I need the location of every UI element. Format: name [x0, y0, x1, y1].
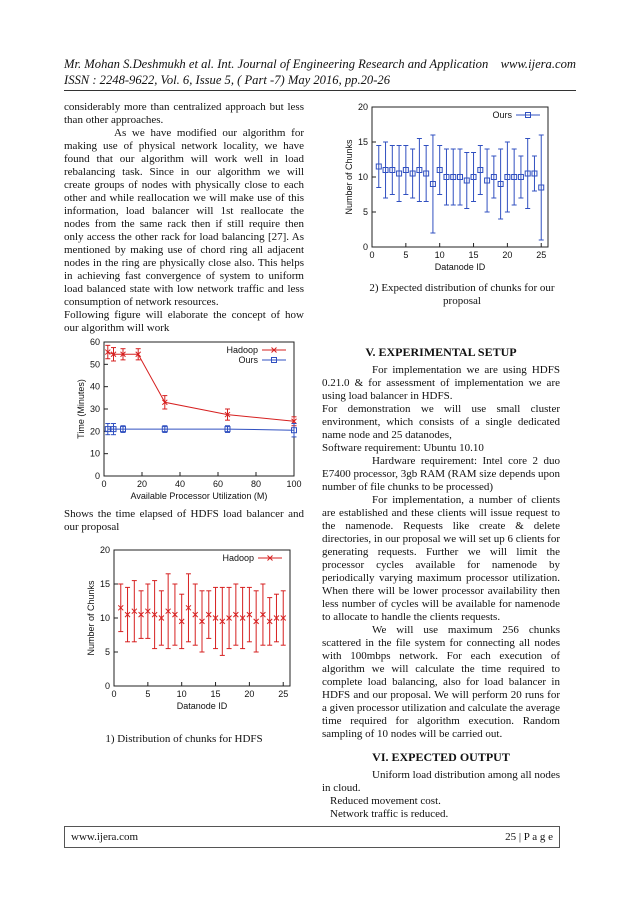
x-tick-label: 15 [468, 250, 479, 260]
error-bar [505, 142, 510, 212]
error-bar [451, 149, 456, 205]
x-tick-label: 0 [101, 479, 107, 489]
error-bar [525, 139, 530, 209]
paragraph: Software requirement: Ubuntu 10.10 [322, 442, 484, 454]
error-bar [539, 135, 544, 240]
x-tick-label: 25 [278, 689, 289, 699]
y-tick-label: 40 [89, 381, 100, 392]
list-item: Reduced movement cost. [330, 795, 441, 807]
legend-label: Ours [238, 355, 258, 365]
journal-website[interactable]: www.ijera.com [500, 57, 576, 71]
figure-caption-1: 1) Distribution of chunks for HDFS [105, 733, 263, 745]
hadoop-distribution-chart [78, 542, 298, 722]
y-tick-label: 0 [362, 242, 368, 252]
error-bar [424, 146, 429, 202]
x-axis-label: Available Processor Utilization (M) [130, 491, 268, 501]
figure-caption-2: 2) Expected distribution of chunks for our proposal [369, 282, 555, 307]
paragraph: As we have modified our algorithm for making use of physical network locality, we have found that our algorithm will work well in load rebalancing task. Since in our algorithm we will create groups of nodes with physically close to each other and while reallocation we will make use of this information, load balancer will 1st reallocate the nodes from the same rack then if still require then only access the other rack for load balancing [27]. As mentioned by making use of chord ring all adjacent nodes in the ring are physically close also. This helps in achieving fast convergence of system to uniform load balanced state with low network traffic and less consumption of network resources. [64, 127, 304, 308]
issn-line: ISSN : 2248-9622, Vol. 6, Issue 5, ( Part -7) May 2016, pp.20-26 [64, 73, 390, 87]
y-tick-label: 30 [89, 404, 100, 414]
error-bar [410, 149, 415, 198]
series-line [108, 429, 294, 430]
y-tick-label: 10 [99, 613, 110, 623]
error-bar [444, 149, 449, 205]
error-bar [417, 139, 422, 202]
journal-citation: Mr. Mohan S.Deshmukh et al. Int. Journal of Engineering Research and Application [64, 57, 489, 71]
time-elapsed-chart [72, 334, 304, 506]
error-bar [376, 146, 381, 188]
y-tick-label: 50 [89, 359, 100, 370]
error-bar [498, 149, 503, 219]
error-bar [403, 146, 408, 195]
error-bar [430, 135, 435, 233]
y-tick-label: 0 [104, 681, 110, 691]
y-axis-label: Time (Minutes) [76, 379, 86, 439]
paragraph: For implementation we are using HDFS 0.21.0 & for assessment of implementation we are using load balancer in HDFS. [322, 364, 560, 402]
x-axis-label: Datanode ID [434, 262, 486, 272]
x-tick-label: 20 [244, 689, 255, 699]
right-column [322, 346, 560, 821]
y-axis-label: Number of Chunks [86, 580, 96, 656]
error-bar [383, 142, 388, 198]
x-axis-label: Datanode ID [176, 701, 228, 711]
page-footer [64, 826, 560, 848]
error-bar [437, 146, 442, 195]
error-bar [458, 149, 463, 205]
error-bar [464, 153, 469, 209]
x-tick-label: 80 [250, 479, 262, 489]
y-tick-label: 0 [94, 471, 100, 481]
paragraph: Shows the time elapsed of HDFS load balancer and our proposal [64, 508, 304, 533]
error-bar [512, 149, 517, 205]
page-number: 25 | P a g e [505, 831, 553, 843]
error-bar [397, 146, 402, 202]
y-axis-label: Number of Chunks [344, 139, 354, 215]
footer-website[interactable]: www.ijera.com [71, 831, 139, 843]
x-tick-label: 0 [369, 250, 375, 260]
section-heading: V. EXPERIMENTAL SETUP [365, 345, 517, 359]
paragraph: Uniform load distribution among all nodes in cloud. [322, 769, 560, 794]
left-column [64, 101, 304, 335]
y-tick-label: 5 [362, 207, 368, 217]
error-bar [491, 156, 496, 198]
error-bar [478, 146, 483, 195]
error-bar [518, 156, 523, 198]
error-bar [532, 156, 537, 191]
figure-description [64, 508, 304, 534]
x-tick-label: 20 [502, 250, 513, 260]
y-tick-label: 20 [357, 102, 368, 112]
x-tick-label: 15 [210, 689, 221, 699]
list-item: Network traffic is reduced. [330, 808, 449, 820]
paragraph: For implementation, a number of clients are established and these clients will issue request to the namenode. Requests like create & delete directories, in our proposal we will set up 6 clients for generating requests. Further we will limit the processor cycles available for namenode by periodically varying maximum processor utilization. When there will be lower processor availability then less number of cycles will be available for namenode to allocate to handle the clients requests. [322, 494, 560, 623]
series-line [108, 352, 294, 421]
x-tick-label: 60 [212, 479, 224, 489]
x-tick-label: 10 [176, 689, 187, 699]
legend-label: Ours [492, 110, 512, 120]
x-tick-label: 25 [536, 250, 547, 260]
y-tick-label: 15 [99, 579, 110, 589]
error-bar [471, 153, 476, 202]
y-tick-label: 5 [104, 647, 110, 657]
x-tick-label: 40 [174, 479, 186, 489]
x-tick-label: 100 [286, 479, 302, 489]
paragraph: Hardware requirement: Intel core 2 duo E7400 processor, 3gb RAM (RAM size depends upon number of file chunks to be processed) [322, 455, 560, 493]
x-tick-label: 20 [136, 479, 148, 489]
page-header [64, 56, 576, 88]
x-tick-label: 0 [111, 689, 117, 699]
x-tick-label: 5 [403, 250, 409, 260]
legend-label: Hadoop [226, 345, 258, 355]
y-tick-label: 20 [99, 545, 110, 555]
x-tick-label: 10 [434, 250, 445, 260]
y-tick-label: 15 [357, 137, 368, 147]
error-bar [390, 146, 395, 195]
y-tick-label: 10 [357, 172, 368, 182]
legend-label: Hadoop [222, 553, 254, 563]
y-tick-label: 20 [89, 426, 100, 437]
proposal-distribution-chart [336, 99, 556, 281]
paragraph: considerably more than centralized approach but less than other approaches. [64, 101, 304, 126]
y-tick-label: 60 [89, 337, 100, 347]
header-rule [64, 90, 576, 91]
x-tick-label: 5 [145, 689, 151, 699]
paragraph: Following figure will elaborate the concept of how our algorithm will work [64, 309, 304, 334]
section-heading: VI. EXPECTED OUTPUT [372, 750, 510, 764]
error-bar [485, 149, 490, 212]
paragraph: We will use maximum 256 chunks scattered in the file system for connecting all nodes with 100mbps network. For each execution of algorithm we will calculate the time required to complete load balancing, also for load balancer in HDFS and our proposal. We will perform 20 runs for a given processor utilization and calculate the average time required for algorithm execution. Random sampling of 10 nodes will be carried out. [322, 624, 560, 740]
y-tick-label: 10 [89, 448, 100, 459]
paragraph: For demonstration we will use small cluster environment, which consists of a single dedicated name node and 25 datanodes, [322, 403, 560, 441]
